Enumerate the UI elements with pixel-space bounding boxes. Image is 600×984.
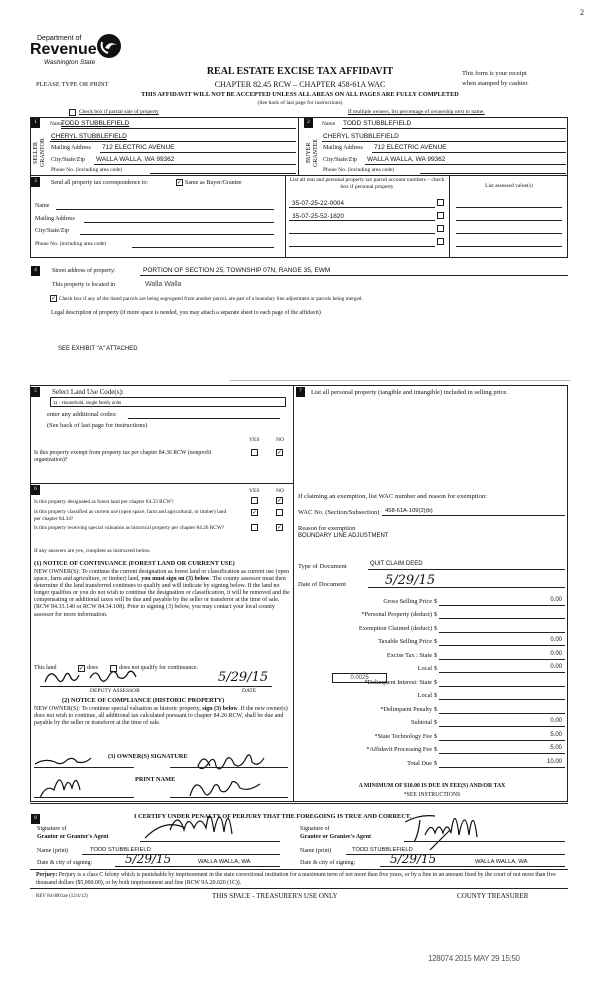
- section-number: 7: [296, 387, 305, 397]
- grantor-name-field[interactable]: TODD STUBBLEFIELD: [90, 847, 151, 853]
- divider: [30, 888, 568, 889]
- current-use-no-checkbox[interactable]: [276, 509, 283, 516]
- underline: [368, 587, 565, 588]
- fee-label: Subtotal: [411, 719, 432, 726]
- parcel-number[interactable]: [289, 233, 435, 234]
- assessed-value-field[interactable]: [456, 233, 562, 234]
- underline: [289, 207, 435, 208]
- underline: [346, 854, 565, 855]
- personal-property-checkbox[interactable]: [437, 238, 444, 245]
- historic-yes-checkbox[interactable]: [251, 524, 258, 531]
- personal-property-label: List all personal property (tangible and intangible) included in selling price.: [311, 389, 508, 396]
- underline: [439, 632, 565, 633]
- parcel-number[interactable]: [289, 246, 435, 247]
- section-number: 4: [31, 266, 40, 276]
- buyer-name2-field[interactable]: CHERYL STUBBLEFIELD: [323, 133, 399, 140]
- current-use-yes-checkbox[interactable]: ✓: [252, 509, 258, 516]
- warning: THIS AFFIDAVIT WILL NOT BE ACCEPTED UNLESS ALL AREAS ON ALL PAGES ARE FULLY COMPLETED: [141, 91, 459, 98]
- seller-address-field[interactable]: 712 ELECTRIC AVENUE: [102, 144, 175, 151]
- assessed-value-field[interactable]: [456, 207, 562, 208]
- signature-label: Signature of: [300, 826, 330, 832]
- underline: [439, 767, 565, 768]
- doc-type-field[interactable]: QUIT CLAIM DEED: [370, 561, 423, 567]
- notice-continuance-title: (1) NOTICE OF CONTINUANCE (FOREST LAND OR CURRENT USE): [34, 560, 235, 567]
- fee-label: Exemption Claimed (deduct): [358, 625, 432, 632]
- seller-name2-field[interactable]: CHERYL STUBBLEFIELD: [51, 133, 127, 140]
- assessed-value-field[interactable]: [456, 246, 562, 247]
- fee-value[interactable]: 10.00: [546, 759, 562, 765]
- underline: [439, 753, 565, 754]
- street-address-field[interactable]: PORTION OF SECTION 25, TOWNSHIP 07N, RANGE 35, EWM: [143, 267, 331, 274]
- see-back: (See back of last page for instructions): [257, 100, 343, 106]
- underline: [439, 740, 565, 741]
- underline: [372, 152, 566, 153]
- underline: [439, 713, 565, 714]
- logo-line1: Department of: [37, 35, 82, 42]
- additional-codes-label: enter any additional codes:: [47, 411, 117, 418]
- parcel-number[interactable]: 35-07-25-22-0004: [292, 200, 345, 207]
- fee-label: *State Technology Fee: [374, 733, 432, 740]
- exemption-reason-field[interactable]: BOUNDARY LINE ADJUSTMENT: [298, 533, 389, 539]
- does-label: does: [87, 665, 98, 671]
- fee-label: Local: [417, 665, 432, 672]
- notice-compliance-title: (2) NOTICE OF COMPLIANCE (HISTORIC PROPERTY): [62, 697, 225, 704]
- section-number: 6: [31, 485, 40, 495]
- parcel-header: List all real and personal property tax parcel account numbers – check box if personal property: [289, 177, 445, 190]
- additional-codes-field[interactable]: [128, 418, 280, 419]
- currency-sign: $: [434, 611, 438, 618]
- owner-signature-label: (3) OWNER(S) SIGNATURE: [108, 753, 188, 760]
- parcel-number[interactable]: 35-07-25-52-1820: [292, 213, 345, 220]
- notice-continuance-text: [34, 569, 290, 619]
- name-print-label: Name (print): [300, 848, 332, 854]
- grantee-name-field[interactable]: TODD STUBBLEFIELD: [352, 847, 413, 853]
- wac-number-field[interactable]: 458-61A-109(2)(b): [385, 508, 433, 514]
- same-as-buyer-checkbox[interactable]: ✓: [177, 179, 183, 186]
- currency-sign: $: [434, 679, 438, 686]
- phone-label: Phone No. (including area code): [323, 167, 395, 173]
- fee-label: Gross Selling Price: [383, 598, 432, 605]
- grantee-date-field[interactable]: 5/29/15: [390, 852, 437, 866]
- street-label: Street address of property:: [52, 268, 116, 274]
- divider: [30, 869, 568, 870]
- currency-sign: $: [434, 638, 438, 645]
- deputy-assessor-label: DEPUTY ASSESSOR: [90, 688, 140, 694]
- buyer-address-field[interactable]: 712 ELECTRIC AVENUE: [374, 144, 447, 151]
- name-label: Name: [322, 121, 336, 127]
- underline: [170, 797, 288, 798]
- send-correspondence-label: Send all property tax correspondence to:: [51, 180, 149, 186]
- assessor-date[interactable]: 5/29/15: [218, 670, 269, 685]
- historic-question: Is this property receiving special valuation as historical property per chapter 84.26 RCW?: [34, 525, 225, 531]
- assessed-value-field[interactable]: [456, 220, 562, 221]
- fee-value[interactable]: 0.00: [550, 597, 562, 603]
- if-yes-note: If any answers are yes, complete as instructed below.: [34, 548, 151, 554]
- notice-bold: sign (3) below: [202, 706, 238, 712]
- form-subtitle: CHAPTER 82.45 RCW – CHAPTER 458-61A WAC: [214, 80, 386, 89]
- grantor-city-field[interactable]: WALLA WALLA, WA: [198, 859, 251, 865]
- grantor-signature-label: Grantor or Grantor's Agent: [37, 834, 109, 840]
- fee-value[interactable]: 0.00: [550, 651, 562, 657]
- address-label: Mailing Address: [51, 145, 91, 151]
- grantor-signature: [140, 800, 270, 845]
- underline: [439, 726, 565, 727]
- segregated-checkbox[interactable]: ✓: [51, 295, 57, 302]
- buyer-name-field[interactable]: TODD STUBBLEFIELD: [343, 120, 412, 127]
- date-city-label: Date & city of signing:: [300, 860, 356, 866]
- underline: [439, 672, 565, 673]
- divider: [230, 380, 570, 381]
- underline: [439, 605, 565, 606]
- perjury-text: Perjury is a class C felony which is punishable by imprisonment in the state correctional institution for a maximum term of not more than five years, or by a fine in an amount fixed by the court of not more than five thousand dollars ($5,000.00), or by both imprisonment and fine (RCW 9A.20.020 (1C)).: [36, 872, 556, 886]
- underline: [382, 515, 565, 516]
- correspondence-address-field[interactable]: [84, 222, 274, 223]
- fee-label: Excise Tax : State: [386, 652, 432, 659]
- city-label: City/State/Zip: [323, 157, 357, 163]
- no-header: NO: [276, 488, 284, 494]
- treasurer-stamp: 128074 2015 MAY 29 15:50: [428, 954, 520, 963]
- grantee-signature-label: Grantee or Grantee's Agent: [300, 834, 372, 840]
- treasurer-use-label: THIS SPACE - TREASURER'S USE ONLY: [212, 892, 338, 900]
- grantee-signature-field[interactable]: [404, 841, 565, 842]
- forest-yes-checkbox[interactable]: [251, 497, 258, 504]
- divider: [298, 117, 299, 175]
- fee-value[interactable]: 0.00: [550, 664, 562, 670]
- multiple-owners-note: If multiple owners, list percentage of ownership next to name.: [348, 109, 485, 115]
- underline: [439, 659, 565, 660]
- underline: [40, 686, 272, 687]
- phone-label: Phone No. (including area code): [51, 167, 123, 173]
- fee-value[interactable]: 5.00: [550, 732, 562, 738]
- land-use-select[interactable]: 11 - Household, single family units: [50, 397, 286, 407]
- underline: [82, 854, 280, 855]
- name-print-label: Name (print): [37, 848, 69, 854]
- underline: [34, 797, 134, 798]
- local-rate-field[interactable]: 0.0025: [332, 673, 387, 683]
- date-label: DATE: [242, 688, 257, 694]
- form-number: REV 84 0001ae (12/4/12): [36, 894, 88, 899]
- fee-label: Total Due: [407, 760, 432, 767]
- seller-name-field[interactable]: TODD STUBBLEFIELD: [61, 120, 130, 127]
- corner-mark: 2: [580, 8, 584, 17]
- currency-sign: $: [434, 706, 438, 713]
- seller-city-field[interactable]: WALLA WALLA, WA 99362: [96, 156, 175, 163]
- legal-description-label: Legal description of property (if more space is needed, you may attach a separate sheet to each page of the affidavit): [51, 310, 321, 316]
- address-label: Mailing Address: [35, 216, 75, 222]
- fee-value[interactable]: 5.00: [550, 745, 562, 751]
- underline: [342, 128, 566, 129]
- receipt-note-2: when stamped by cashier.: [462, 80, 529, 87]
- exempt-no-checkbox[interactable]: ✓: [277, 449, 283, 456]
- underline: [365, 164, 566, 165]
- underline: [115, 866, 280, 867]
- underline: [61, 128, 296, 129]
- located-label: This property is located in: [52, 282, 115, 288]
- buyer-side-label: BUYER GRANTEE: [306, 139, 319, 167]
- wac-label: WAC No. (Section/Subsection): [298, 509, 380, 516]
- currency-sign: $: [434, 692, 438, 699]
- historic-no-checkbox[interactable]: ✓: [277, 524, 283, 531]
- currency-sign: $: [434, 625, 438, 632]
- currency-sign: $: [434, 665, 438, 672]
- land-use-label: Select Land Use Code(s):: [52, 388, 124, 396]
- divider: [30, 175, 568, 176]
- fee-value[interactable]: 0.00: [550, 718, 562, 724]
- located-county[interactable]: Walla Walla: [145, 281, 182, 288]
- fee-label: *Delinquent Penalty: [380, 706, 432, 713]
- correspondence-city-field[interactable]: [80, 234, 274, 235]
- underline: [170, 767, 288, 768]
- fee-label: *Delinquent Interest: State: [364, 679, 432, 686]
- see-back-note: (See back of last page for instructions): [47, 422, 148, 429]
- section-number: 8: [31, 814, 40, 824]
- underline: [140, 275, 568, 276]
- currency-sign: $: [434, 598, 438, 605]
- partial-sale-label: Check box if partial sale of property: [79, 109, 159, 115]
- grantor-signature-field[interactable]: [140, 841, 280, 842]
- city-label: City/State/Zip: [35, 228, 69, 234]
- personal-property-checkbox[interactable]: [437, 225, 444, 232]
- assessor-signature: [40, 668, 160, 688]
- segregated-label: Check box if any of the listed parcels are being segregated from another parcel, are part of a boundary line adjustment or parcels being merged.: [59, 296, 363, 302]
- perjury-notice: [36, 872, 568, 887]
- underline: [322, 141, 566, 142]
- date-city-label: Date & city of signing:: [37, 860, 93, 866]
- partial-sale-checkbox[interactable]: [69, 109, 76, 116]
- notice-text: NEW OWNER(S): To continue the current designation as forest land or classification as current use (open space, farm and agriculture, or timber) land,: [34, 569, 290, 583]
- logo-line3: Washington State: [44, 59, 96, 66]
- fee-label: *Personal Property (deduct): [361, 611, 432, 618]
- fee-value[interactable]: 0.00: [550, 637, 562, 643]
- certification-statement: I CERTIFY UNDER PENALTY OF PERJURY THAT THE FOREGOING IS TRUE AND CORRECT.: [134, 813, 412, 820]
- correspondence-name-field[interactable]: [56, 209, 274, 210]
- underline: [50, 141, 296, 142]
- legal-description-value[interactable]: SEE EXHIBIT "A" ATTACHED: [58, 346, 138, 352]
- currency-sign: $: [434, 746, 438, 753]
- divider: [293, 385, 294, 802]
- yes-header: YES: [249, 437, 260, 443]
- section-number: 5: [31, 387, 40, 397]
- underline: [439, 645, 565, 646]
- reason-label: Reason for exemption: [298, 525, 356, 532]
- see-instructions-note: *SEE INSTRUCTIONS: [403, 792, 461, 798]
- currency-sign: $: [434, 733, 438, 740]
- underline: [100, 152, 296, 153]
- does-qualify-checkbox[interactable]: ✓: [79, 665, 85, 672]
- no-header: NO: [276, 437, 284, 443]
- exempt-yes-checkbox[interactable]: [251, 449, 258, 456]
- personal-property-checkbox[interactable]: [437, 212, 444, 219]
- does-not-label: does not qualify for continuance.: [119, 665, 199, 671]
- currency-sign: $: [434, 652, 438, 659]
- current-use-question: Is this property classified as current use (open space, farm and agricultural, or timber) land per chapter 84.34?: [34, 509, 227, 522]
- notice-text: NEW OWNER(S): To continue special valuation as historic property,: [34, 706, 201, 712]
- currency-sign: $: [434, 760, 438, 767]
- underline: [289, 220, 435, 221]
- underline: [94, 164, 296, 165]
- forest-no-checkbox[interactable]: ✓: [277, 497, 283, 504]
- section-number: 3: [31, 177, 40, 187]
- grantor-date-field[interactable]: 5/29/15: [125, 852, 172, 866]
- notice-text: . The county assessor must then determine if the land transferred continues to qualify and will indicate by signing below. If the land no longer qualifies or you do not wish to continue the designation or classification, it will be removed and the compensating or additional taxes will be due and payable by the seller or transferor at the time of sale. (RCW 84.33.140 or RCW 84.34.108). Prior to signing (3) below, you may contact your local county assessor for more information.: [34, 576, 290, 618]
- correspondence-phone-field[interactable]: [132, 247, 274, 248]
- assessed-header: List assessed value(s): [485, 183, 533, 189]
- notice-compliance-text: [34, 706, 290, 727]
- grantee-city-field[interactable]: WALLA WALLA, WA: [475, 859, 528, 865]
- county-treasurer-label: COUNTY TREASURER: [457, 892, 529, 900]
- divider: [285, 175, 286, 258]
- name-label: Name: [50, 121, 64, 127]
- underline: [150, 173, 296, 174]
- grantee-signature: [400, 800, 530, 850]
- doc-date-label: Date of Document: [298, 581, 347, 588]
- logo-swirl-icon: [96, 33, 122, 59]
- receipt-note-1: This form is your receipt: [462, 70, 527, 77]
- doc-date-field[interactable]: 5/29/15: [385, 573, 436, 588]
- notice-bold: you must sign on (3) below: [141, 576, 210, 583]
- underline: [439, 686, 565, 687]
- notice-text: . If the new owner(s) does not wish to continue, all additional tax calculated pursuant to chapter 84.26 RCW, shall be due and payable by the seller or transferor at the time of sale.: [34, 706, 288, 727]
- exempt-question: Is this property exempt from property tax per chapter 84.36 RCW (nonprofit organization)?: [34, 450, 212, 463]
- city-label: City/State/Zip: [51, 157, 85, 163]
- underline: [368, 569, 565, 570]
- divider: [30, 483, 293, 484]
- section-number: 2: [304, 118, 313, 128]
- seller-side-label: SELLER GRANTOR: [33, 138, 46, 168]
- section-number: 1: [31, 118, 40, 128]
- underline: [34, 767, 134, 768]
- doc-type-label: Type of Document: [298, 563, 347, 570]
- address-label: Mailing Address: [323, 145, 363, 151]
- fee-label: *Affidavit Processing Fee: [366, 746, 432, 753]
- minimum-due-note: A MINIMUM OF $10.00 IS DUE IN FEE(S) AND/OR TAX: [358, 783, 506, 789]
- underline: [439, 699, 565, 700]
- form-title: REAL ESTATE EXCISE TAX AFFIDAVIT: [206, 66, 394, 77]
- underline: [420, 173, 566, 174]
- underline: [439, 618, 565, 619]
- fee-label: Taxable Selling Price: [378, 638, 432, 645]
- yes-header: YES: [249, 488, 260, 494]
- fee-label: Local: [417, 692, 432, 699]
- same-as-buyer-label: Same as Buyer/Grantee: [185, 180, 242, 186]
- currency-sign: $: [434, 719, 438, 726]
- perjury-bold: Perjury:: [36, 872, 58, 878]
- buyer-city-field[interactable]: WALLA WALLA, WA 99362: [367, 156, 446, 163]
- forest-land-question: Is this property designated as forest land per chapter 84.33 RCW?: [34, 499, 174, 505]
- exemption-label: If claiming an exemption, list WAC number and reason for exemption:: [298, 493, 488, 500]
- signature-label: Signature of: [37, 826, 67, 832]
- underline: [380, 866, 565, 867]
- personal-property-checkbox[interactable]: [437, 199, 444, 206]
- this-land-label: This land: [34, 665, 57, 671]
- print-name-label: PRINT NAME: [135, 776, 176, 783]
- logo-line2: Revenue: [30, 41, 97, 58]
- name-label: Name: [35, 203, 50, 209]
- please-type: PLEASE TYPE OR PRINT: [36, 81, 109, 88]
- phone-label: Phone No. (including area code): [35, 241, 107, 247]
